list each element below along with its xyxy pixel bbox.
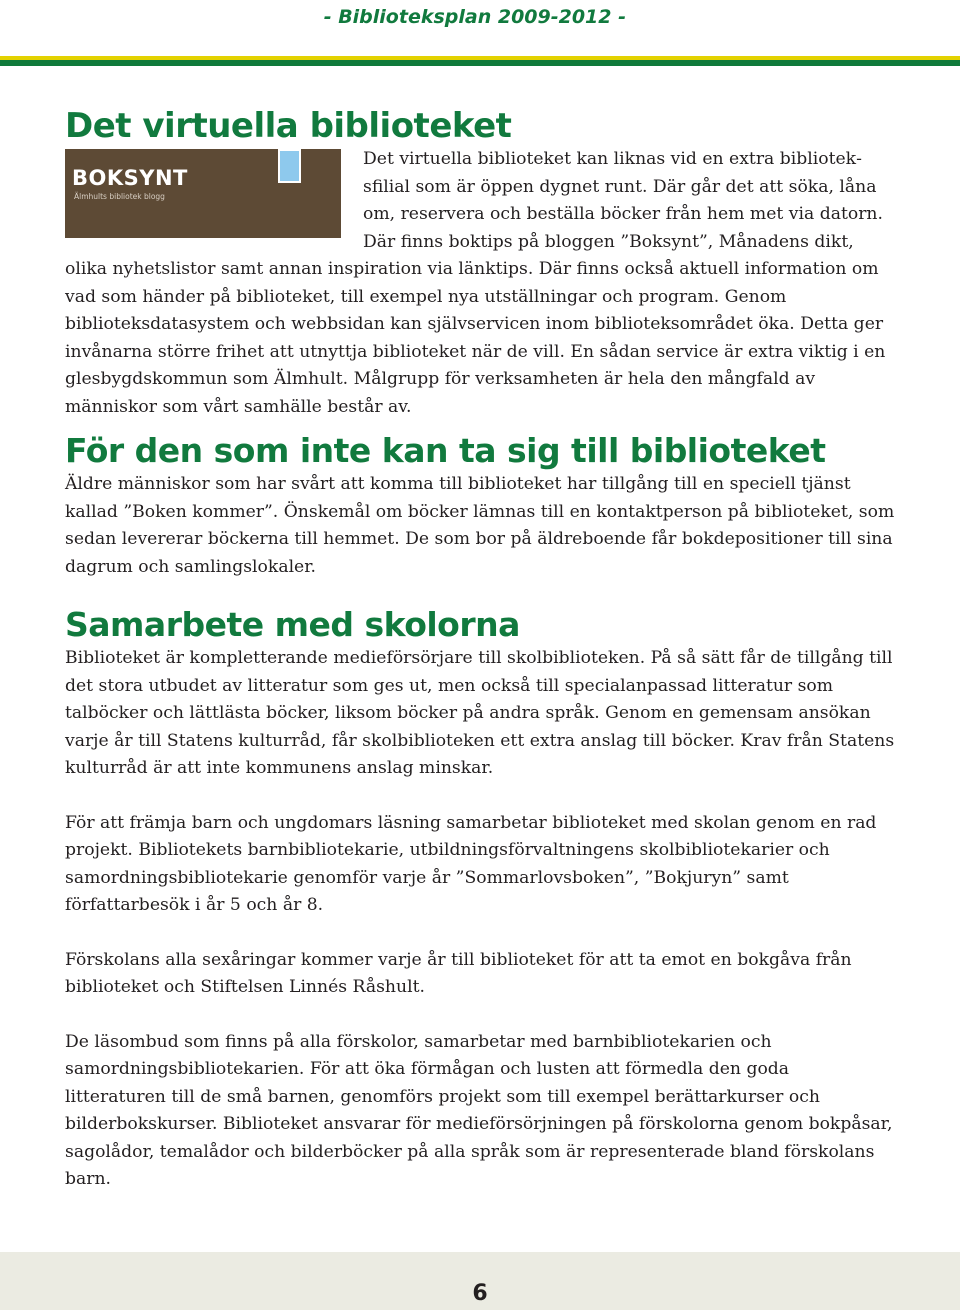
boksynt-blog-image	[65, 149, 341, 238]
header-rule-green	[0, 60, 960, 66]
body-paragraph: Förskolans alla sexåringar kommer varje år till biblioteket för att ta emot en bokgåva från biblioteket och Stiftelsen Linnés Råshult.	[65, 949, 852, 997]
body-paragraph: Biblioteket är kompletterande medieförsörjare till skolbiblioteken. På så sätt får de tillgång till det stora utbudet av litteratur som ges ut, men också till specialanpassad litteratur som talböcker och lättlästa böcker, liksom böcker på andra språk. Genom en gemensam ansökan varje år till Statens kulturråd, får skolbiblioteken ett extra anslag till böcker. Krav från Statens kulturråd är att inte kommunens anslag minskar.	[65, 648, 895, 778]
body-paragraph: För att främja barn och ungdomars läsning samarbetar biblioteket med skolan genom en rad projekt. Bibliotekets barnbibliotekarie, utbildningsförvaltningens skolbibliotekarier och samordningsbibliotekarie genomför varje år ”Sommarlovsboken”, ”Bokjuryn” samt författarbesök i år 5 och år 8.	[65, 812, 877, 915]
boksynt-logo-subtitle: Älmhults bibliotek blogg	[74, 192, 165, 201]
section-heading: Samarbete med skolorna	[65, 605, 520, 644]
body-paragraph: Det virtuella biblioteket kan liknas vid en extra biblioteksfilial som är öppen dygnet runt. Där går det att söka, låna om, reservera och beställa böcker från hem met via datorn. Där finns boktips på bloggen ”Boksynt”, Månadens dikt, olika nyhetslistor samt annan inspiration via länktips. Där finns också aktuell information om vad som händer på biblioteket, till exempel nya utställningar och program. Genom biblioteksdatasystem och webbsidan kan självservicen inom biblioteksområdet öka. Detta ger invånarna större frihet att utnyttja biblioteket när de vill. En sådan service är extra viktig i en glesbygdskommun som Älmhult. Målgrupp för verksamheten är hela den mångfald av människor som vårt samhälle består av.	[65, 149, 886, 417]
body-paragraph: Äldre människor som har svårt att komma till biblioteket har tillgång till en speciell tjänst kallad ”Boken kommer”. Önskemål om böcker lämnas till en kontaktperson på biblioteket, som sedan levererar böckerna till hemmet. De som bor på äldreboende får bokdepositioner till sina dagrum och samlingslokaler.	[65, 474, 895, 577]
bookmark-graphic	[278, 149, 301, 183]
boksynt-logo-title: BOKSYNT	[72, 166, 188, 190]
section-heading: För den som inte kan ta sig till biblioteket	[65, 431, 826, 470]
section-heading: Det virtuella biblioteket	[65, 106, 512, 146]
running-header: - Biblioteksplan 2009-2012 -	[323, 6, 626, 28]
page-number: 6	[472, 1281, 488, 1306]
section-school-cooperation	[65, 605, 895, 1194]
page-content	[65, 106, 895, 1194]
section-home-delivery	[65, 431, 895, 581]
section-virtual-library	[65, 106, 895, 421]
body-paragraph: De läsombud som finns på alla förskolor, samarbetar med barnbibliotekarien och samordningsbibliotekarien. För att öka förmågan och lusten att förmedla den goda litteraturen till de små barnen, genomförs projekt som till exempel berättarkurser och bilderbokskurser. Biblioteket ansvarar för medieförsörjningen på förskolorna genom bokpåsar, sagolådor, temalådor och bilderböcker på alla språk som är representerade bland förskolans barn.	[65, 1031, 893, 1189]
